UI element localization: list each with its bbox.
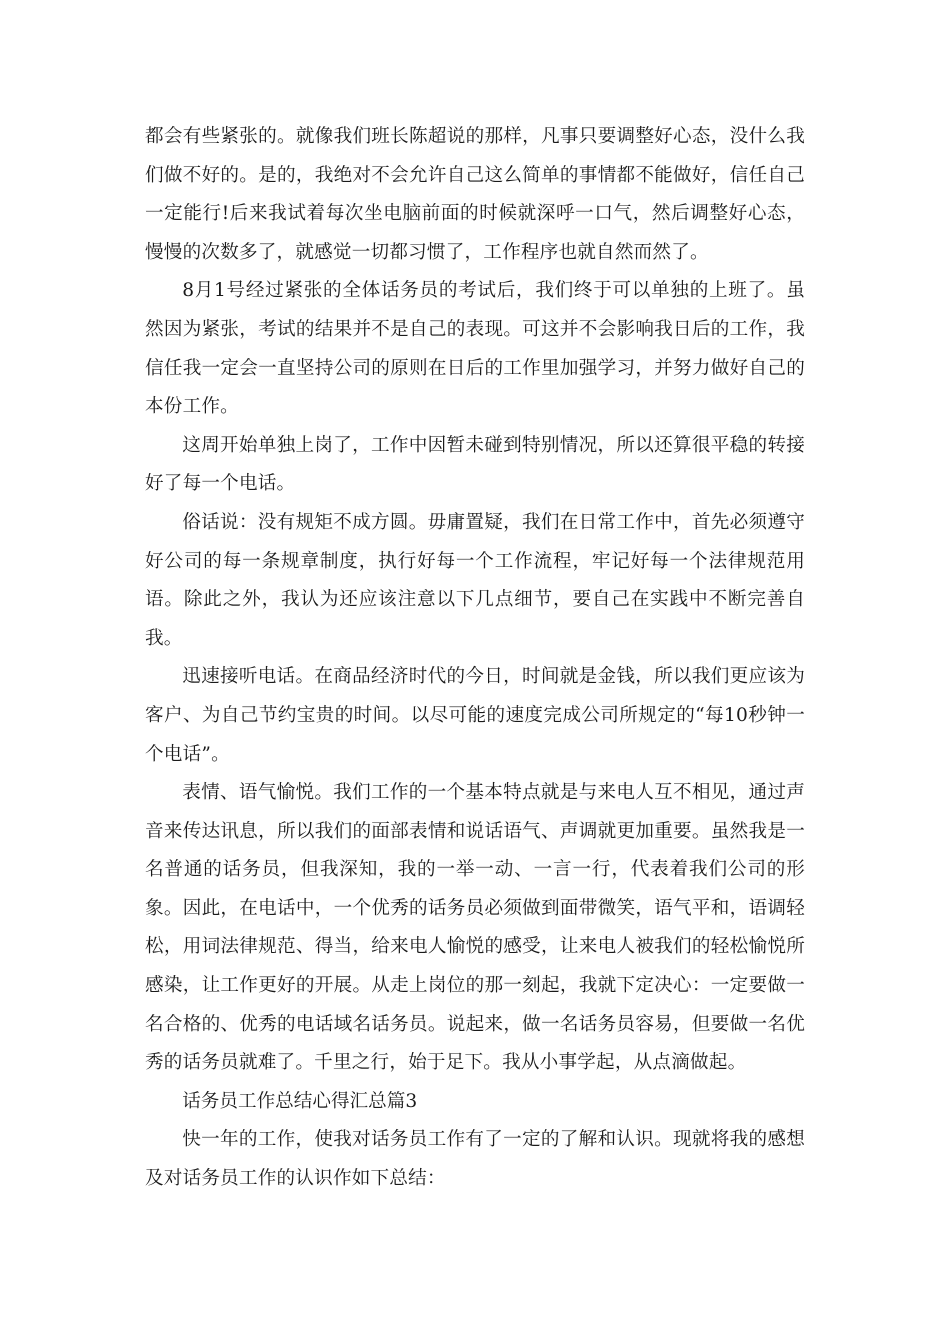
document-page <box>145 118 805 1199</box>
paragraph-2: 8月1号经过紧张的全体话务员的考试后，我们终于可以单独的上班了。虽然因为紧张，考试的结果并不是自己的表现。可这并不会影响我日后的工作，我信任我一定会一直坚持公司的原则在日后的工作里加强学习，并努力做好自己的本份工作。 <box>145 280 805 418</box>
paragraph-3: 这周开始单独上岗了，工作中因暂未碰到特别情况，所以还算很平稳的转接好了每一个电话。 <box>145 434 805 495</box>
paragraph-6: 表情、语气愉悦。我们工作的一个基本特点就是与来电人互不相见，通过声音来传达讯息，所以我们的面部表情和说话语气、声调就更加重要。虽然我是一名普通的话务员，但我深知，我的一举一动、一言一行，代表着我们公司的形象。因此，在电话中，一个优秀的话务员必须做到面带微笑，语气平和，语调轻松，用词法律规范、得当，给来电人愉悦的感受，让来电人被我们的轻松愉悦所感染，让工作更好的开展。从走上岗位的那一刻起，我就下定决心：一定要做一名合格的、优秀的电话域名话务员。说起来，做一名话务员容易，但要做一名优秀的话务员就难了。千里之行，始于足下。我从小事学起，从点滴做起。 <box>145 782 805 1074</box>
paragraph-1: 都会有些紧张的。就像我们班长陈超说的那样，凡事只要调整好心态，没什么我们做不好的。是的，我绝对不会允许自己这么简单的事情都不能做好，信任自己一定能行!后来我试着每次坐电脑前面的时候就深呼一口气，然后调整好心态，慢慢的次数多了，就感觉一切都习惯了，工作程序也就自然而然了。 <box>145 126 805 263</box>
section-heading: 话务员工作总结心得汇总篇3 <box>182 1090 418 1112</box>
paragraph-5: 迅速接听电话。在商品经济时代的今日，时间就是金钱，所以我们更应该为客户、为自己节约宝贵的时间。以尽可能的速度完成公司所规定的“每10秒钟一个电话”。 <box>145 666 805 765</box>
closing-paragraph: 快一年的工作，使我对话务员工作有了一定的了解和认识。现就将我的感想及对话务员工作的认识作如下总结： <box>145 1129 805 1190</box>
paragraph-4: 俗话说：没有规矩不成方圆。毋庸置疑，我们在日常工作中，首先必须遵守好公司的每一条规章制度，执行好每一个工作流程，牢记好每一个法律规范用语。除此之外，我认为还应该注意以下几点细节，要自己在实践中不断完善自我。 <box>145 511 805 649</box>
